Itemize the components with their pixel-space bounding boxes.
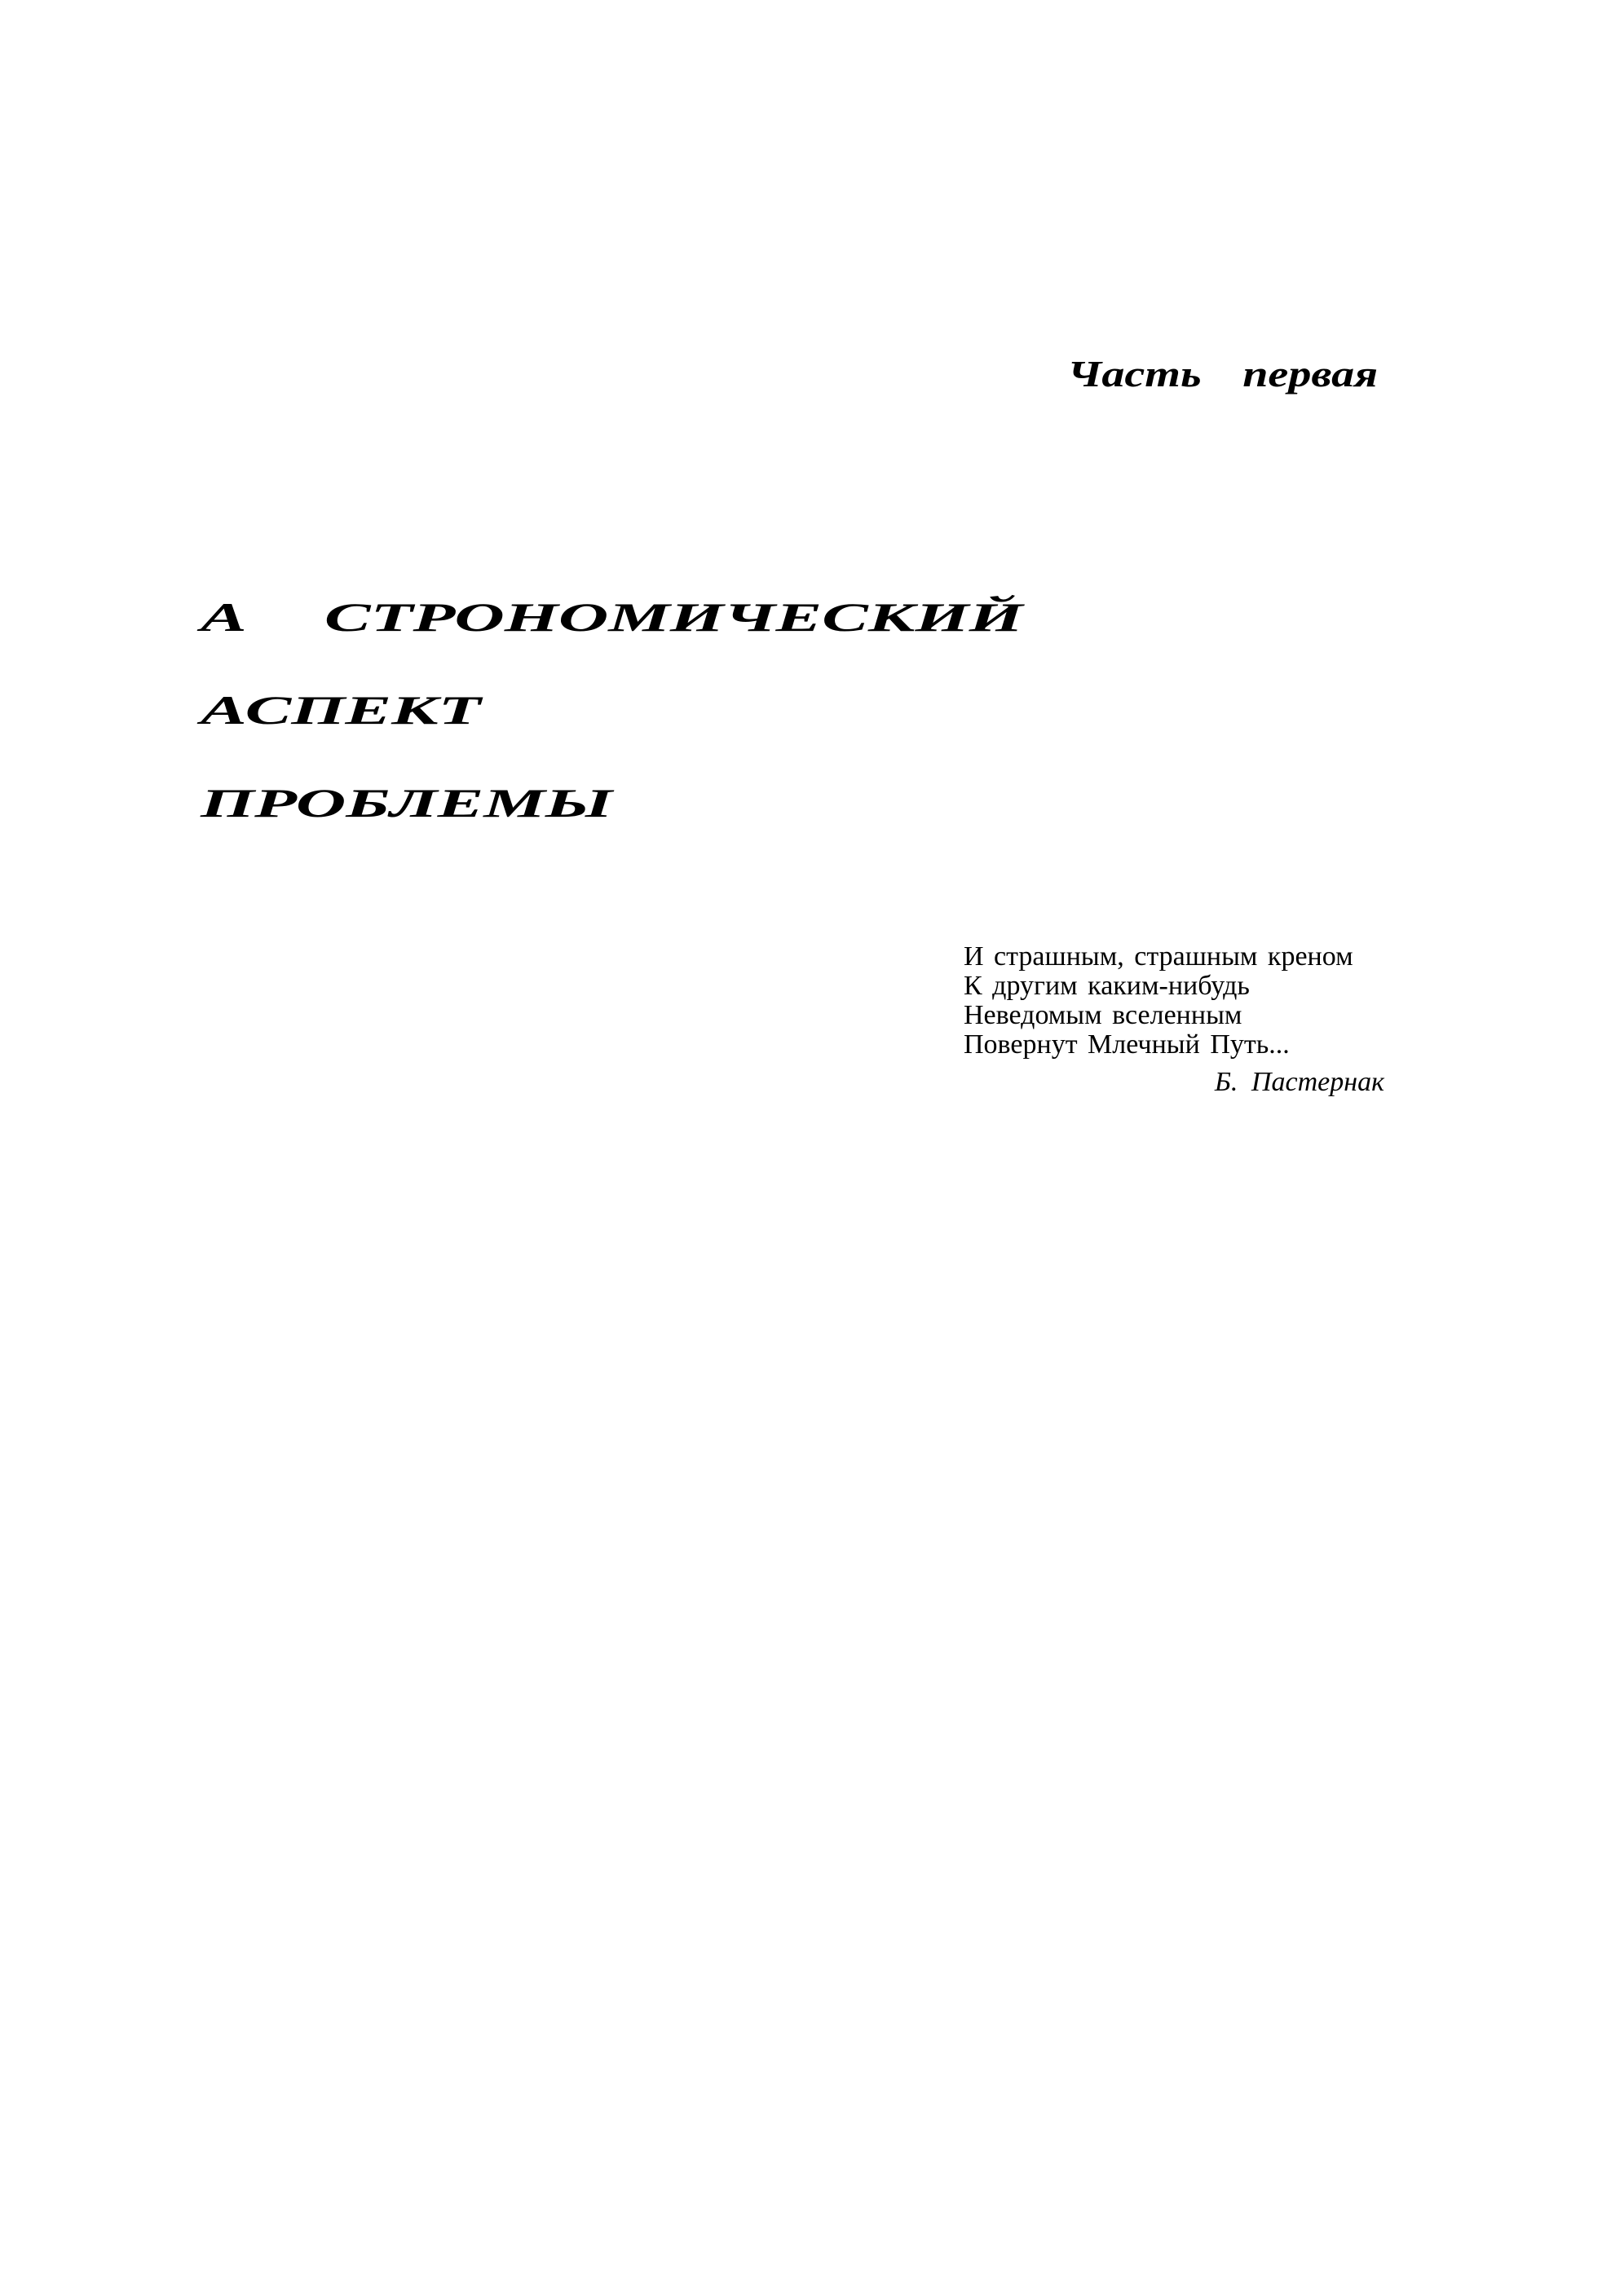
title-line-1 <box>201 594 1023 640</box>
epigraph-line: К другим каким-нибудь <box>964 971 1250 1001</box>
epigraph-line: Неведомым вселенным <box>964 1000 1242 1030</box>
part-label: Часть первая <box>1067 353 1378 394</box>
epigraph <box>964 942 1384 1097</box>
title-line-1-text: СТРОНОМИЧЕСКИЙ <box>324 594 1023 640</box>
epigraph-author: Б. Пастернак <box>1214 1067 1384 1097</box>
title-drop-letter: А <box>201 594 247 640</box>
epigraph-line: Повернут Млечный Путь... <box>964 1029 1290 1060</box>
title-line-3: ПРОБЛЕМЫ <box>201 780 613 826</box>
chapter-title <box>201 594 1023 875</box>
title-line-2: АСПЕКТ <box>201 687 481 733</box>
epigraph-line: И страшным, страшным креном <box>964 941 1353 972</box>
